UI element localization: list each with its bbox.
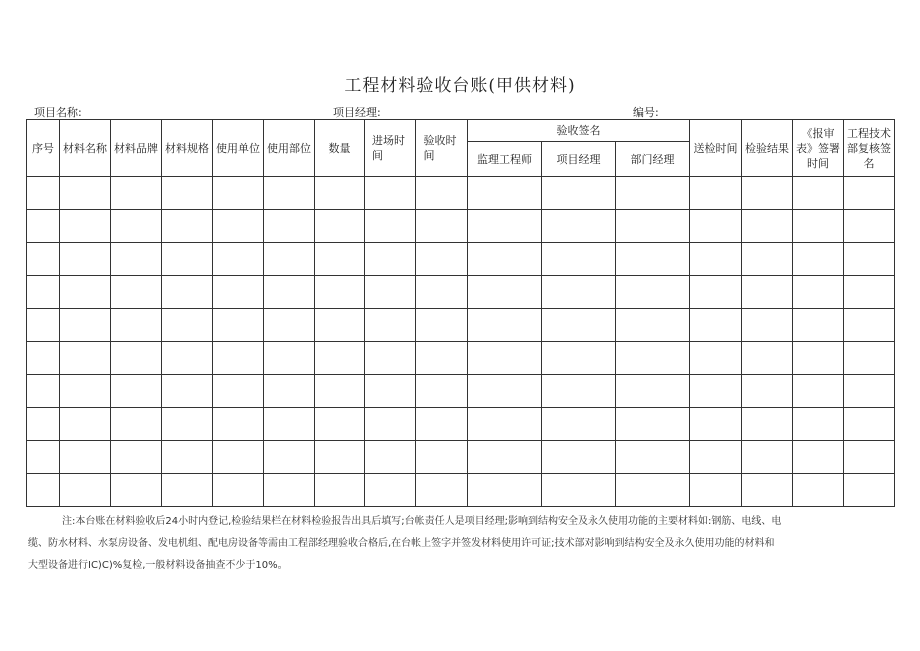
table-cell[interactable] bbox=[213, 342, 264, 375]
table-cell[interactable] bbox=[60, 441, 111, 474]
header-material-brand: 材料品牌 bbox=[111, 120, 162, 177]
table-cell[interactable] bbox=[213, 375, 264, 408]
table-cell[interactable] bbox=[264, 177, 315, 210]
table-cell[interactable] bbox=[616, 474, 690, 507]
table-cell[interactable] bbox=[844, 342, 895, 375]
table-cell[interactable] bbox=[27, 342, 60, 375]
table-cell[interactable] bbox=[213, 408, 264, 441]
table-cell[interactable] bbox=[542, 210, 616, 243]
table-cell[interactable] bbox=[111, 474, 162, 507]
table-cell[interactable] bbox=[742, 375, 793, 408]
footnote-line-2: 缆、防水材料、水泵房设备、发电机组、配电房设备等需由工程部经理验收合格后,在台帐上签字并签发材料使用许可证;技术部对影响到结构安全及永久使用功能的材料和 bbox=[28, 538, 775, 549]
table-cell[interactable] bbox=[793, 375, 844, 408]
table-cell[interactable] bbox=[162, 375, 213, 408]
project-manager-label: 项目经理: bbox=[333, 106, 381, 119]
table-cell[interactable] bbox=[264, 342, 315, 375]
table-cell[interactable] bbox=[468, 342, 542, 375]
header-accept-time: 验收时间 bbox=[416, 120, 468, 177]
table-cell[interactable] bbox=[690, 342, 742, 375]
table-cell[interactable] bbox=[468, 276, 542, 309]
table-cell[interactable] bbox=[111, 276, 162, 309]
table-cell[interactable] bbox=[365, 309, 416, 342]
table-row bbox=[27, 276, 895, 309]
table-cell[interactable] bbox=[616, 276, 690, 309]
table-cell[interactable] bbox=[793, 210, 844, 243]
table-cell[interactable] bbox=[365, 375, 416, 408]
table-cell[interactable] bbox=[616, 309, 690, 342]
table-cell[interactable] bbox=[162, 276, 213, 309]
table-cell[interactable] bbox=[27, 474, 60, 507]
table-cell[interactable] bbox=[27, 210, 60, 243]
table-cell[interactable] bbox=[213, 309, 264, 342]
table-cell[interactable] bbox=[542, 342, 616, 375]
table-cell[interactable] bbox=[27, 375, 60, 408]
table-cell[interactable] bbox=[542, 276, 616, 309]
table-cell[interactable] bbox=[690, 210, 742, 243]
header-send-time: 送检时间 bbox=[690, 120, 742, 177]
table-cell[interactable] bbox=[365, 276, 416, 309]
table-cell[interactable] bbox=[793, 474, 844, 507]
header-report-sign-time: 《报审表》签署时间 bbox=[793, 120, 844, 177]
table-cell[interactable] bbox=[365, 210, 416, 243]
table-cell[interactable] bbox=[213, 474, 264, 507]
table-cell[interactable] bbox=[844, 243, 895, 276]
table-cell[interactable] bbox=[60, 474, 111, 507]
table-cell[interactable] bbox=[264, 243, 315, 276]
header-use-unit: 使用单位 bbox=[213, 120, 264, 177]
table-cell[interactable] bbox=[416, 474, 468, 507]
table-cell[interactable] bbox=[365, 408, 416, 441]
table-row bbox=[27, 210, 895, 243]
table-cell[interactable] bbox=[162, 474, 213, 507]
table-cell[interactable] bbox=[542, 441, 616, 474]
header-supervisor: 监理工程师 bbox=[468, 142, 542, 177]
table-cell[interactable] bbox=[27, 177, 60, 210]
table-cell[interactable] bbox=[315, 309, 365, 342]
table-cell[interactable] bbox=[315, 375, 365, 408]
table-cell[interactable] bbox=[844, 375, 895, 408]
table-cell[interactable] bbox=[315, 408, 365, 441]
table-cell[interactable] bbox=[690, 441, 742, 474]
table-row bbox=[27, 441, 895, 474]
table-cell[interactable] bbox=[264, 276, 315, 309]
table-cell[interactable] bbox=[844, 408, 895, 441]
table-cell[interactable] bbox=[416, 375, 468, 408]
table-cell[interactable] bbox=[690, 375, 742, 408]
ledger-body bbox=[27, 177, 895, 507]
table-cell[interactable] bbox=[542, 474, 616, 507]
project-name-label: 项目名称: bbox=[34, 106, 82, 119]
table-cell[interactable] bbox=[264, 309, 315, 342]
footnote bbox=[28, 511, 892, 577]
table-cell[interactable] bbox=[111, 243, 162, 276]
table-cell[interactable] bbox=[616, 177, 690, 210]
table-cell[interactable] bbox=[213, 210, 264, 243]
table-row bbox=[27, 243, 895, 276]
table-cell[interactable] bbox=[315, 474, 365, 507]
table-cell[interactable] bbox=[60, 243, 111, 276]
table-cell[interactable] bbox=[416, 243, 468, 276]
header-entry-time: 进场时间 bbox=[365, 120, 416, 177]
table-cell[interactable] bbox=[111, 177, 162, 210]
table-cell[interactable] bbox=[742, 441, 793, 474]
table-cell[interactable] bbox=[264, 441, 315, 474]
table-cell[interactable] bbox=[844, 210, 895, 243]
table-cell[interactable] bbox=[793, 276, 844, 309]
table-cell[interactable] bbox=[27, 408, 60, 441]
table-cell[interactable] bbox=[742, 408, 793, 441]
table-cell[interactable] bbox=[742, 243, 793, 276]
table-cell[interactable] bbox=[793, 309, 844, 342]
table-cell[interactable] bbox=[111, 309, 162, 342]
table-row bbox=[27, 375, 895, 408]
table-cell[interactable] bbox=[468, 243, 542, 276]
header-pm: 项目经理 bbox=[542, 142, 616, 177]
table-cell[interactable] bbox=[616, 408, 690, 441]
table-cell[interactable] bbox=[468, 309, 542, 342]
table-cell[interactable] bbox=[416, 177, 468, 210]
table-cell[interactable] bbox=[27, 441, 60, 474]
table-cell[interactable] bbox=[616, 441, 690, 474]
table-cell[interactable] bbox=[162, 309, 213, 342]
table-cell[interactable] bbox=[742, 342, 793, 375]
table-cell[interactable] bbox=[616, 210, 690, 243]
table-row bbox=[27, 177, 895, 210]
table-cell[interactable] bbox=[162, 408, 213, 441]
table-cell[interactable] bbox=[742, 276, 793, 309]
table-cell[interactable] bbox=[315, 177, 365, 210]
table-cell[interactable] bbox=[690, 243, 742, 276]
table-cell[interactable] bbox=[844, 177, 895, 210]
table-cell[interactable] bbox=[162, 441, 213, 474]
table-cell[interactable] bbox=[468, 441, 542, 474]
table-cell[interactable] bbox=[690, 408, 742, 441]
header-dept-manager: 部门经理 bbox=[616, 142, 690, 177]
table-cell[interactable] bbox=[365, 243, 416, 276]
table-row bbox=[27, 309, 895, 342]
table-cell[interactable] bbox=[315, 276, 365, 309]
material-acceptance-ledger-table bbox=[26, 119, 895, 507]
table-cell[interactable] bbox=[542, 243, 616, 276]
table-cell[interactable] bbox=[416, 276, 468, 309]
table-cell[interactable] bbox=[844, 441, 895, 474]
header-inspect-result: 检验结果 bbox=[742, 120, 793, 177]
table-cell[interactable] bbox=[111, 408, 162, 441]
table-cell[interactable] bbox=[27, 309, 60, 342]
table-cell[interactable] bbox=[616, 342, 690, 375]
table-cell[interactable] bbox=[742, 474, 793, 507]
table-cell[interactable] bbox=[844, 474, 895, 507]
footnote-line-3: 大型设备进行IC)C)%复检,一般材料设备抽查不少于10%。 bbox=[28, 560, 288, 571]
table-row bbox=[27, 408, 895, 441]
table-cell[interactable] bbox=[793, 408, 844, 441]
table-cell[interactable] bbox=[264, 474, 315, 507]
table-cell[interactable] bbox=[542, 408, 616, 441]
table-cell[interactable] bbox=[468, 177, 542, 210]
table-cell[interactable] bbox=[27, 276, 60, 309]
table-cell[interactable] bbox=[690, 177, 742, 210]
table-cell[interactable] bbox=[27, 243, 60, 276]
table-cell[interactable] bbox=[416, 408, 468, 441]
table-cell[interactable] bbox=[468, 210, 542, 243]
table-cell[interactable] bbox=[315, 441, 365, 474]
table-cell[interactable] bbox=[793, 342, 844, 375]
table-cell[interactable] bbox=[616, 375, 690, 408]
table-cell[interactable] bbox=[416, 309, 468, 342]
table-cell[interactable] bbox=[468, 474, 542, 507]
table-cell[interactable] bbox=[213, 243, 264, 276]
table-cell[interactable] bbox=[793, 177, 844, 210]
table-cell[interactable] bbox=[60, 408, 111, 441]
table-cell[interactable] bbox=[793, 243, 844, 276]
table-cell[interactable] bbox=[616, 243, 690, 276]
table-cell[interactable] bbox=[162, 342, 213, 375]
table-cell[interactable] bbox=[690, 276, 742, 309]
table-cell[interactable] bbox=[844, 276, 895, 309]
table-cell[interactable] bbox=[542, 375, 616, 408]
header-quantity: 数量 bbox=[315, 120, 365, 177]
header-seq: 序号 bbox=[27, 120, 60, 177]
header-accept-sign: 验收签名 bbox=[468, 120, 690, 142]
table-cell[interactable] bbox=[264, 210, 315, 243]
header-tech-review: 工程技术部复核签名 bbox=[844, 120, 895, 177]
table-cell[interactable] bbox=[690, 309, 742, 342]
table-cell[interactable] bbox=[542, 309, 616, 342]
table-cell[interactable] bbox=[315, 243, 365, 276]
table-cell[interactable] bbox=[468, 375, 542, 408]
table-cell[interactable] bbox=[742, 309, 793, 342]
table-cell[interactable] bbox=[162, 177, 213, 210]
table-cell[interactable] bbox=[60, 210, 111, 243]
page-title: 工程材料验收台账(甲供材料) bbox=[344, 76, 576, 96]
table-cell[interactable] bbox=[264, 375, 315, 408]
table-cell[interactable] bbox=[416, 210, 468, 243]
number-label: 编号: bbox=[633, 106, 659, 119]
table-cell[interactable] bbox=[742, 177, 793, 210]
table-cell[interactable] bbox=[315, 342, 365, 375]
table-cell[interactable] bbox=[162, 210, 213, 243]
table-cell[interactable] bbox=[60, 375, 111, 408]
table-cell[interactable] bbox=[264, 408, 315, 441]
table-cell[interactable] bbox=[542, 177, 616, 210]
table-cell[interactable] bbox=[468, 408, 542, 441]
table-cell[interactable] bbox=[315, 210, 365, 243]
table-cell[interactable] bbox=[213, 441, 264, 474]
table-cell[interactable] bbox=[111, 441, 162, 474]
header-use-part: 使用部位 bbox=[264, 120, 315, 177]
table-cell[interactable] bbox=[365, 342, 416, 375]
table-row bbox=[27, 474, 895, 507]
table-row bbox=[27, 342, 895, 375]
table-cell[interactable] bbox=[111, 210, 162, 243]
table-cell[interactable] bbox=[690, 474, 742, 507]
header-material-name: 材料名称 bbox=[60, 120, 111, 177]
table-cell[interactable] bbox=[60, 309, 111, 342]
table-cell[interactable] bbox=[111, 375, 162, 408]
table-cell[interactable] bbox=[365, 474, 416, 507]
table-cell[interactable] bbox=[60, 276, 111, 309]
table-cell[interactable] bbox=[742, 210, 793, 243]
table-cell[interactable] bbox=[416, 441, 468, 474]
table-cell[interactable] bbox=[844, 309, 895, 342]
table-cell[interactable] bbox=[213, 177, 264, 210]
header-material-spec: 材料规格 bbox=[162, 120, 213, 177]
table-cell[interactable] bbox=[213, 276, 264, 309]
table-cell[interactable] bbox=[365, 177, 416, 210]
table-cell[interactable] bbox=[793, 441, 844, 474]
table-cell[interactable] bbox=[60, 177, 111, 210]
table-cell[interactable] bbox=[111, 342, 162, 375]
table-cell[interactable] bbox=[416, 342, 468, 375]
table-cell[interactable] bbox=[365, 441, 416, 474]
footnote-line-1: 注:本台账在材料验收后24小时内登记,检验结果栏在材料检验报告出具后填写;台帐责任人是项目经理;影响到结构安全及永久使用功能的主要材料如:钢筋、电线、电 bbox=[62, 516, 782, 527]
table-cell[interactable] bbox=[162, 243, 213, 276]
table-cell[interactable] bbox=[60, 342, 111, 375]
